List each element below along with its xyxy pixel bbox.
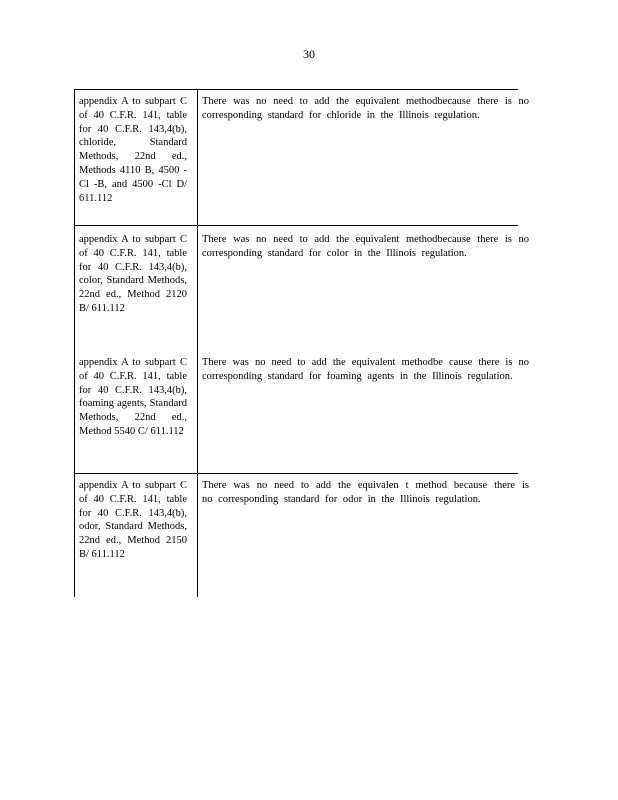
table-column-divider (197, 89, 198, 597)
row-2-citation: appendix A to subpart C of 40 C.F.R. 141, table for 40 C.F.R. 143,4(b), color, Standard Methods, 22nd ed., Method 2120 B/ 611.112 (79, 234, 187, 314)
table-top-border (74, 89, 518, 90)
page-number: 30 (303, 47, 315, 61)
row-4-explanation: There was no need to add the equivalen t method because there is no corresponding standard for odor in the Illinois regulation. (202, 480, 529, 505)
row-1-citation: appendix A to subpart C of 40 C.F.R. 141, table for 40 C.F.R. 143,4(b), chloride, Standard Methods, 22nd ed., Methods 4110 B, 4500 -Cl -B, and 4500 -Cl D/ 611.112 (79, 96, 187, 204)
row-1-explanation: There was no need to add the equivalent methodbecause there is no corresponding standard for chloride in the Illinois regulation. (202, 96, 529, 121)
table-row-divider (74, 225, 518, 226)
comparison-table (74, 89, 529, 597)
table-left-border (74, 89, 75, 597)
row-4-citation: appendix A to subpart C of 40 C.F.R. 141, table for 40 C.F.R. 143,4(b), odor, Standard Methods, 22nd ed., Method 2150 B/ 611.112 (79, 480, 187, 560)
table-row-divider (74, 473, 518, 474)
row-3-citation: appendix A to subpart C of 40 C.F.R. 141, table for 40 C.F.R. 143,4(b), foaming agents, Standard Methods, 22nd ed., Method 5540 C/ 611.112 (79, 357, 187, 437)
row-3-explanation: There was no need to add the equivalent methodbe cause there is no corresponding standard for foaming agents in the Illinois regulation. (202, 357, 529, 382)
row-2-explanation: There was no need to add the equivalent methodbecause there is no corresponding standard for color in the Illinois regulation. (202, 234, 529, 259)
